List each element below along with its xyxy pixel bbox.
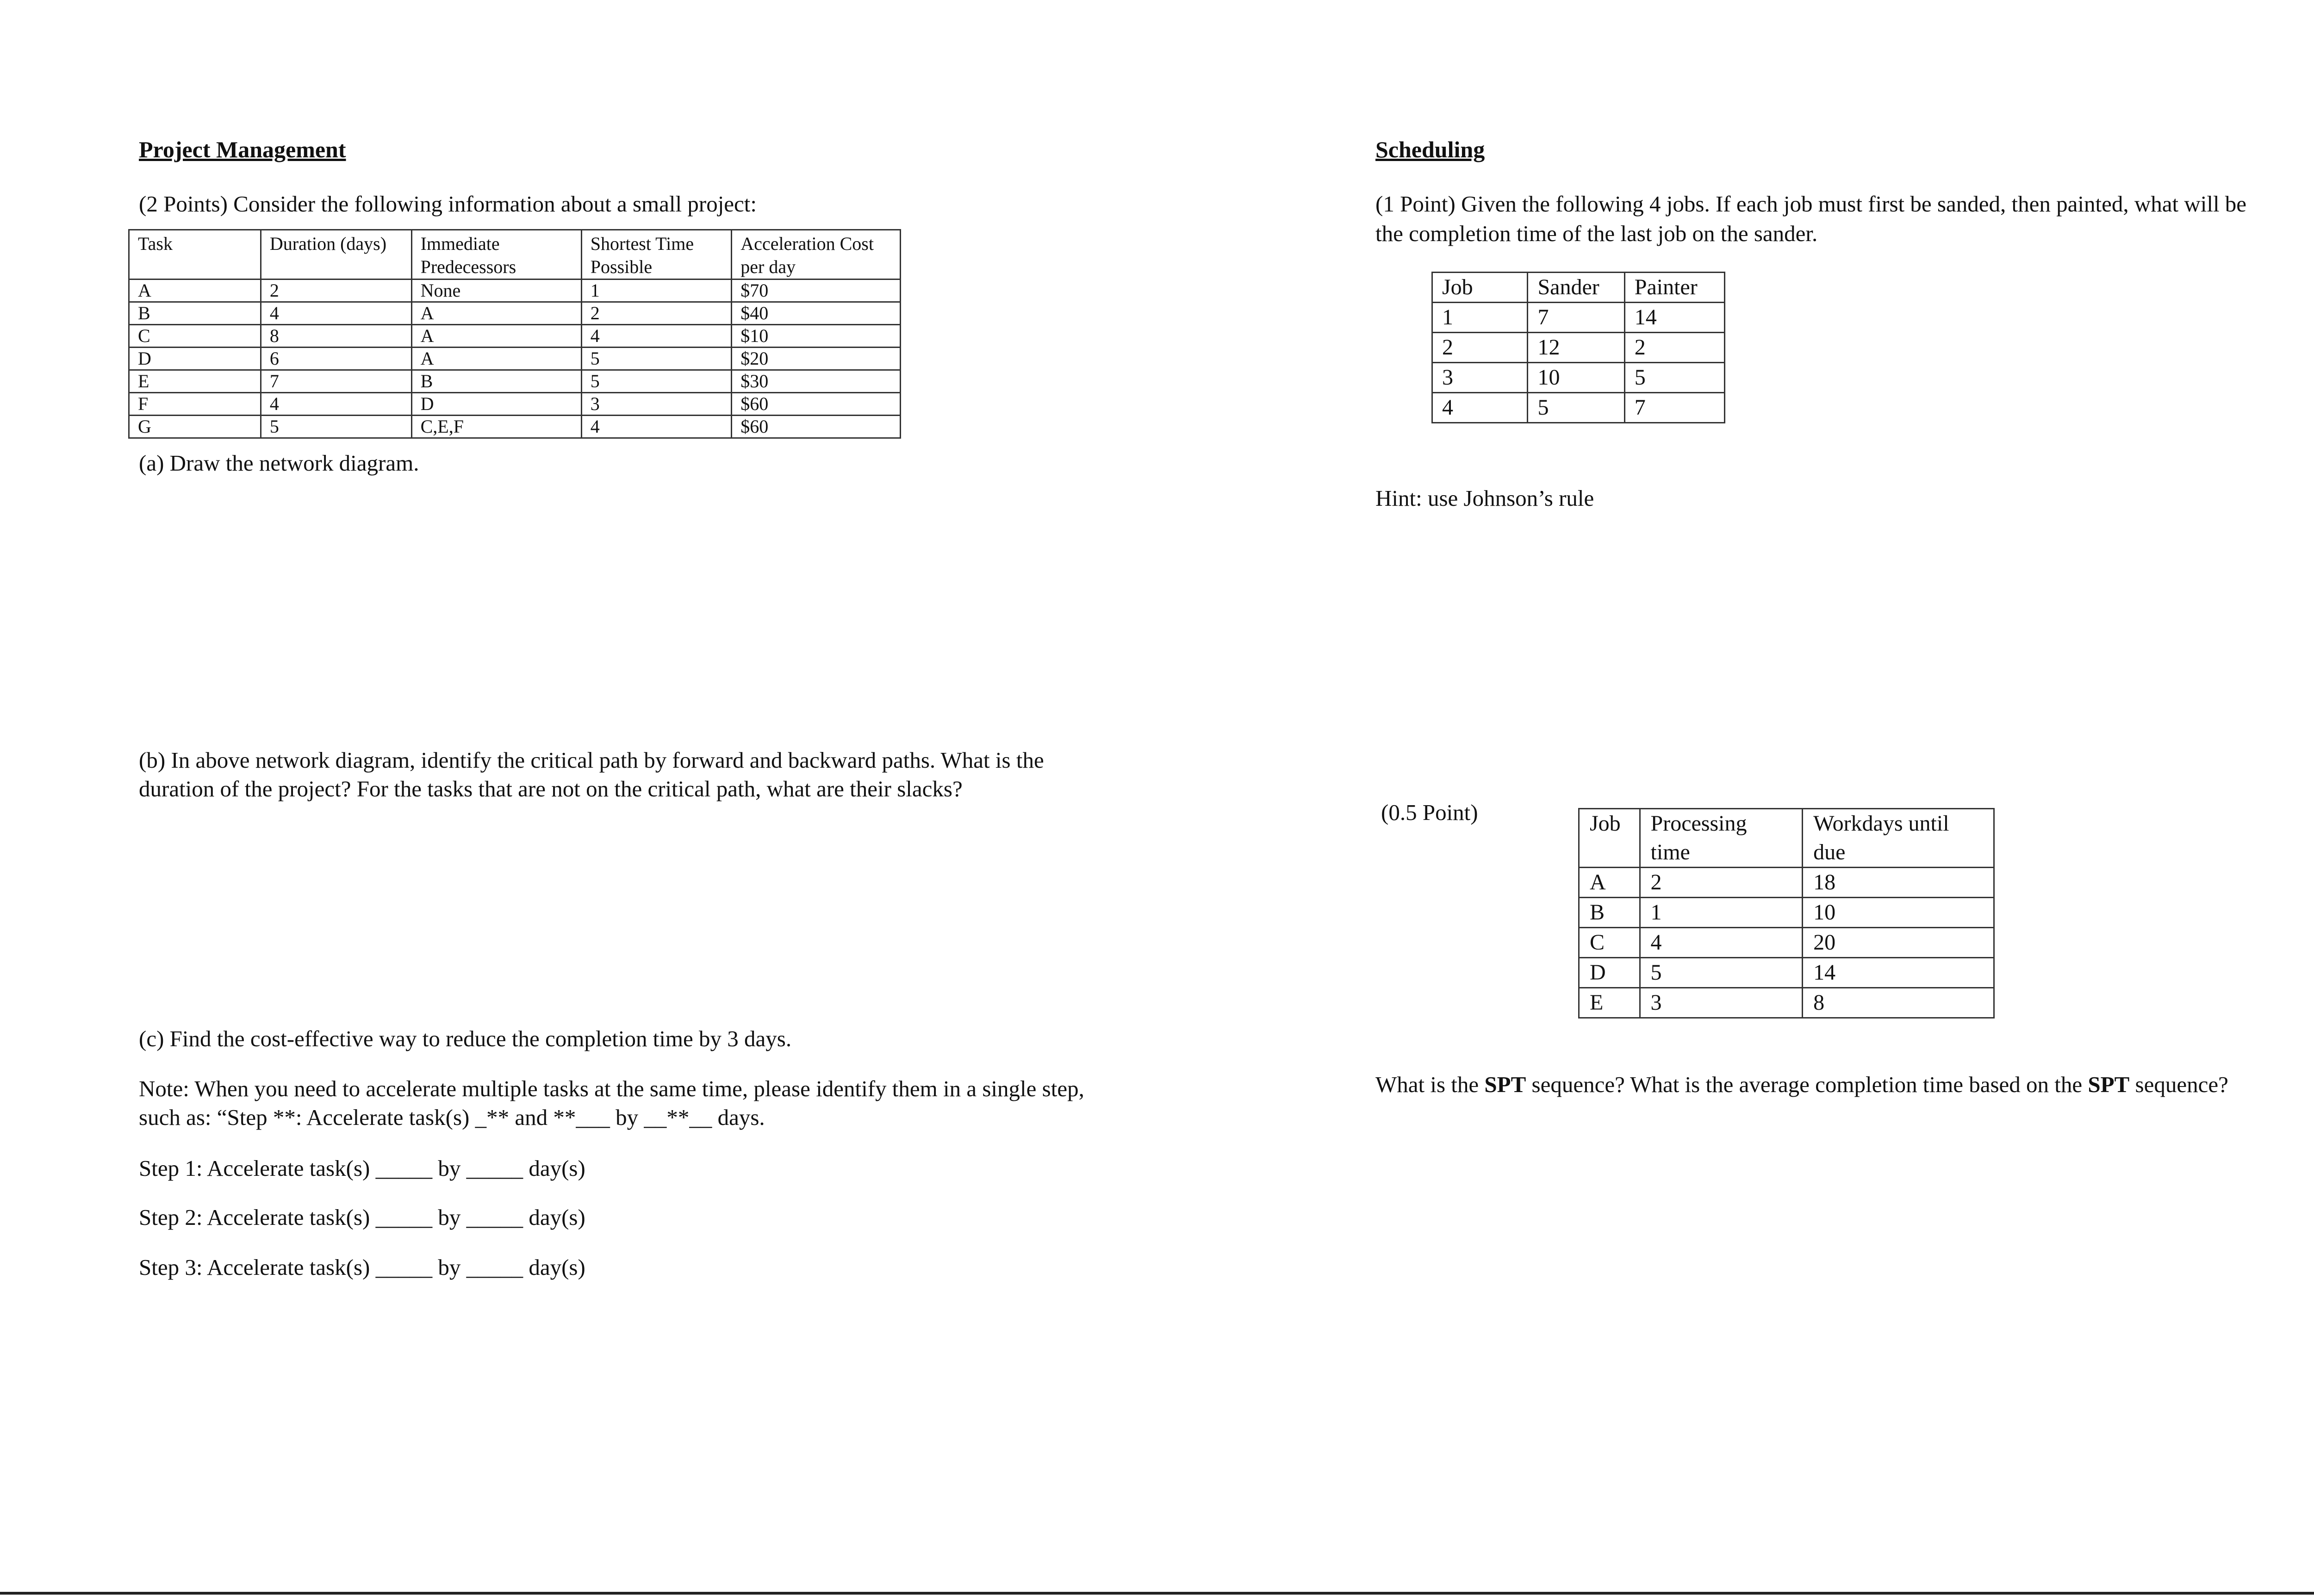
table-header-row (1579, 809, 1994, 868)
table-cell: A (411, 302, 581, 325)
table-row (129, 302, 901, 325)
table-cell: 7 (261, 370, 411, 393)
table-row (129, 416, 901, 438)
table-cell: 1 (581, 279, 732, 302)
table-cell: E (1579, 988, 1640, 1018)
project-management-heading: Project Management (139, 137, 346, 162)
note-line2: such as: “Step **: Accelerate task(s) _** and **___ by __**__ days. (139, 1105, 765, 1130)
part-c-text: (c) Find the cost-effective way to reduce the completion time by 3 days. (139, 1026, 792, 1051)
note-line1: Note: When you need to accelerate multiple tasks at the same time, please identify them in a single step, (139, 1076, 1084, 1101)
table-cell: 8 (1803, 988, 1994, 1018)
table-row (1432, 303, 1725, 333)
table-cell: 5 (581, 370, 732, 393)
table-header-cell: Sander (1528, 273, 1624, 303)
table-row (1432, 333, 1725, 363)
table-cell: D (129, 348, 261, 370)
table-row (1432, 393, 1725, 423)
table-cell: 5 (581, 348, 732, 370)
table-cell: $10 (732, 325, 901, 348)
johnson-job-table (1431, 272, 1725, 423)
spt-question-text: What is the SPT sequence? What is the average completion time based on the SPT sequence? (1375, 1072, 2228, 1097)
table-cell: F (129, 393, 261, 416)
step-1-text: Step 1: Accelerate task(s) _____ by _____ day(s) (139, 1155, 585, 1181)
table-header-cell: Acceleration Cost per day (732, 230, 901, 279)
scheduling-heading: Scheduling (1375, 137, 1485, 162)
table-cell: 3 (1432, 363, 1528, 393)
step-3-text: Step 3: Accelerate task(s) _____ by _____ day(s) (139, 1254, 585, 1280)
table-cell: $30 (732, 370, 901, 393)
table-cell: 4 (1640, 928, 1803, 958)
table-cell: 4 (581, 416, 732, 438)
table-cell: 1 (1432, 303, 1528, 333)
table-cell: 3 (581, 393, 732, 416)
spt-job-table (1578, 808, 1995, 1018)
table-cell: 12 (1528, 333, 1624, 363)
table-header-cell: Painter (1624, 273, 1724, 303)
table-header-cell: Processing time (1640, 809, 1803, 868)
table-cell: D (1579, 958, 1640, 988)
table-header-row (1432, 273, 1725, 303)
table-cell: 10 (1803, 898, 1994, 928)
table-cell: 7 (1624, 393, 1724, 423)
table-cell: 20 (1803, 928, 1994, 958)
table-cell: $60 (732, 416, 901, 438)
part-b-line2: duration of the project? For the tasks that are not on the critical path, what are their slacks? (139, 776, 963, 801)
table-cell: E (129, 370, 261, 393)
table-cell: 2 (1624, 333, 1724, 363)
table-cell: 2 (581, 302, 732, 325)
table-row (129, 370, 901, 393)
table-row (1579, 988, 1994, 1018)
part-a-text: (a) Draw the network diagram. (139, 450, 419, 476)
table-cell: A (411, 325, 581, 348)
table-row (129, 279, 901, 302)
table-header-cell: Immediate Predecessors (411, 230, 581, 279)
table-header-row (129, 230, 901, 279)
table-cell: 5 (1528, 393, 1624, 423)
part-b-line1: (b) In above network diagram, identify the critical path by forward and backward paths. What is the (139, 747, 1044, 773)
table-header-cell: Shortest Time Possible (581, 230, 732, 279)
table-cell: A (129, 279, 261, 302)
table-cell: 18 (1803, 868, 1994, 898)
table-row (1432, 363, 1725, 393)
table-cell: 2 (1432, 333, 1528, 363)
table-cell: 3 (1640, 988, 1803, 1018)
table-cell: 5 (261, 416, 411, 438)
table-row (1579, 868, 1994, 898)
table-cell: 4 (261, 393, 411, 416)
table-cell: 14 (1624, 303, 1724, 333)
table-row (1579, 928, 1994, 958)
table-cell: 5 (1640, 958, 1803, 988)
table-row (129, 325, 901, 348)
scheduling-question-line2: the completion time of the last job on the sander. (1375, 221, 1818, 246)
table-header-cell: Duration (days) (261, 230, 411, 279)
table-cell: B (129, 302, 261, 325)
table-cell: 4 (261, 302, 411, 325)
table-cell: 6 (261, 348, 411, 370)
page-bottom-border (0, 1592, 2314, 1595)
table-cell: 5 (1624, 363, 1724, 393)
table-cell: 1 (1640, 898, 1803, 928)
table-header-cell: Job (1579, 809, 1640, 868)
table-cell: 8 (261, 325, 411, 348)
table-row (129, 393, 901, 416)
table-cell: $70 (732, 279, 901, 302)
table-row (1579, 958, 1994, 988)
table-cell: 2 (261, 279, 411, 302)
table-header-cell: Job (1432, 273, 1528, 303)
table-cell: 2 (1640, 868, 1803, 898)
step-2-text: Step 2: Accelerate task(s) _____ by _____ day(s) (139, 1205, 585, 1230)
table-row (1579, 898, 1994, 928)
table-cell: 14 (1803, 958, 1994, 988)
table-cell: D (411, 393, 581, 416)
table-cell: 4 (581, 325, 732, 348)
points-label: (0.5 Point) (1381, 800, 1478, 825)
table-cell: A (411, 348, 581, 370)
table-cell: B (1579, 898, 1640, 928)
table-cell: A (1579, 868, 1640, 898)
table-cell: $40 (732, 302, 901, 325)
table-header-cell: Workdays until due (1803, 809, 1994, 868)
table-cell: 10 (1528, 363, 1624, 393)
table-cell: $20 (732, 348, 901, 370)
table-cell: 4 (1432, 393, 1528, 423)
table-cell: None (411, 279, 581, 302)
table-cell: C (129, 325, 261, 348)
table-cell: C,E,F (411, 416, 581, 438)
table-cell: G (129, 416, 261, 438)
table-row (129, 348, 901, 370)
scheduling-question-line1: (1 Point) Given the following 4 jobs. If each job must first be sanded, then painted, what will be (1375, 191, 2247, 217)
table-cell: $60 (732, 393, 901, 416)
table-header-cell: Task (129, 230, 261, 279)
table-cell: B (411, 370, 581, 393)
project-intro-text: (2 Points) Consider the following information about a small project: (139, 191, 757, 217)
table-cell: C (1579, 928, 1640, 958)
hint-text: Hint: use Johnson’s rule (1375, 485, 1594, 511)
project-task-table (128, 229, 901, 439)
table-cell: 7 (1528, 303, 1624, 333)
